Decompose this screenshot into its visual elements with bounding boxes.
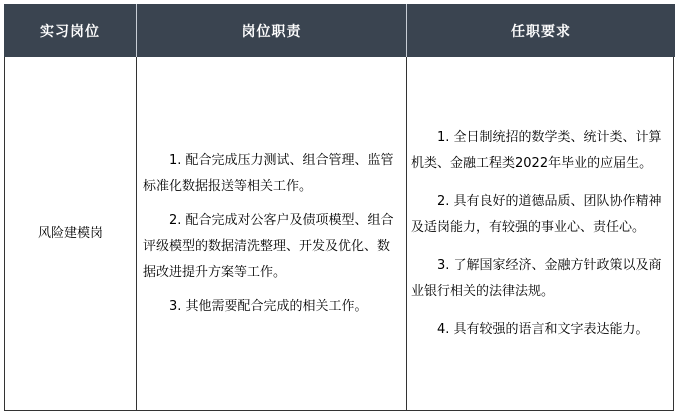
header-position: 实习岗位 — [40, 23, 100, 40]
duty-item: 1. 配合完成压力测试、组合管理、监管标准化数据报送等相关工作。 — [143, 153, 394, 194]
requirements-cell — [407, 57, 673, 411]
duty-item: 3. 其他需要配合完成的相关工作。 — [169, 299, 368, 314]
requirement-item: 1. 全日制统招的数学类、统计类、计算机类、金融工程类2022年毕业的应届生。 — [411, 130, 662, 171]
requirement-item: 4. 具有较强的语言和文字表达能力。 — [437, 322, 649, 337]
header-requirements: 任职要求 — [511, 23, 571, 40]
requirement-item: 2. 具有良好的道德品质、团队协作精神及适岗能力，有较强的事业心、责任心。 — [411, 194, 662, 235]
table-header — [4, 4, 675, 57]
position-name: 风险建模岗 — [37, 226, 103, 241]
job-table — [4, 4, 675, 412]
requirement-item: 3. 了解国家经济、金融方针政策以及商业银行相关的法律法规。 — [411, 258, 662, 299]
header-duties: 岗位职责 — [241, 23, 302, 40]
duties-cell — [137, 57, 406, 411]
duty-item: 2. 配合完成对公客户及债项模型、组合评级模型的数据清洗整理、开发及优化、数据改进提升方案等工作。 — [143, 213, 394, 280]
position-cell — [5, 57, 136, 411]
